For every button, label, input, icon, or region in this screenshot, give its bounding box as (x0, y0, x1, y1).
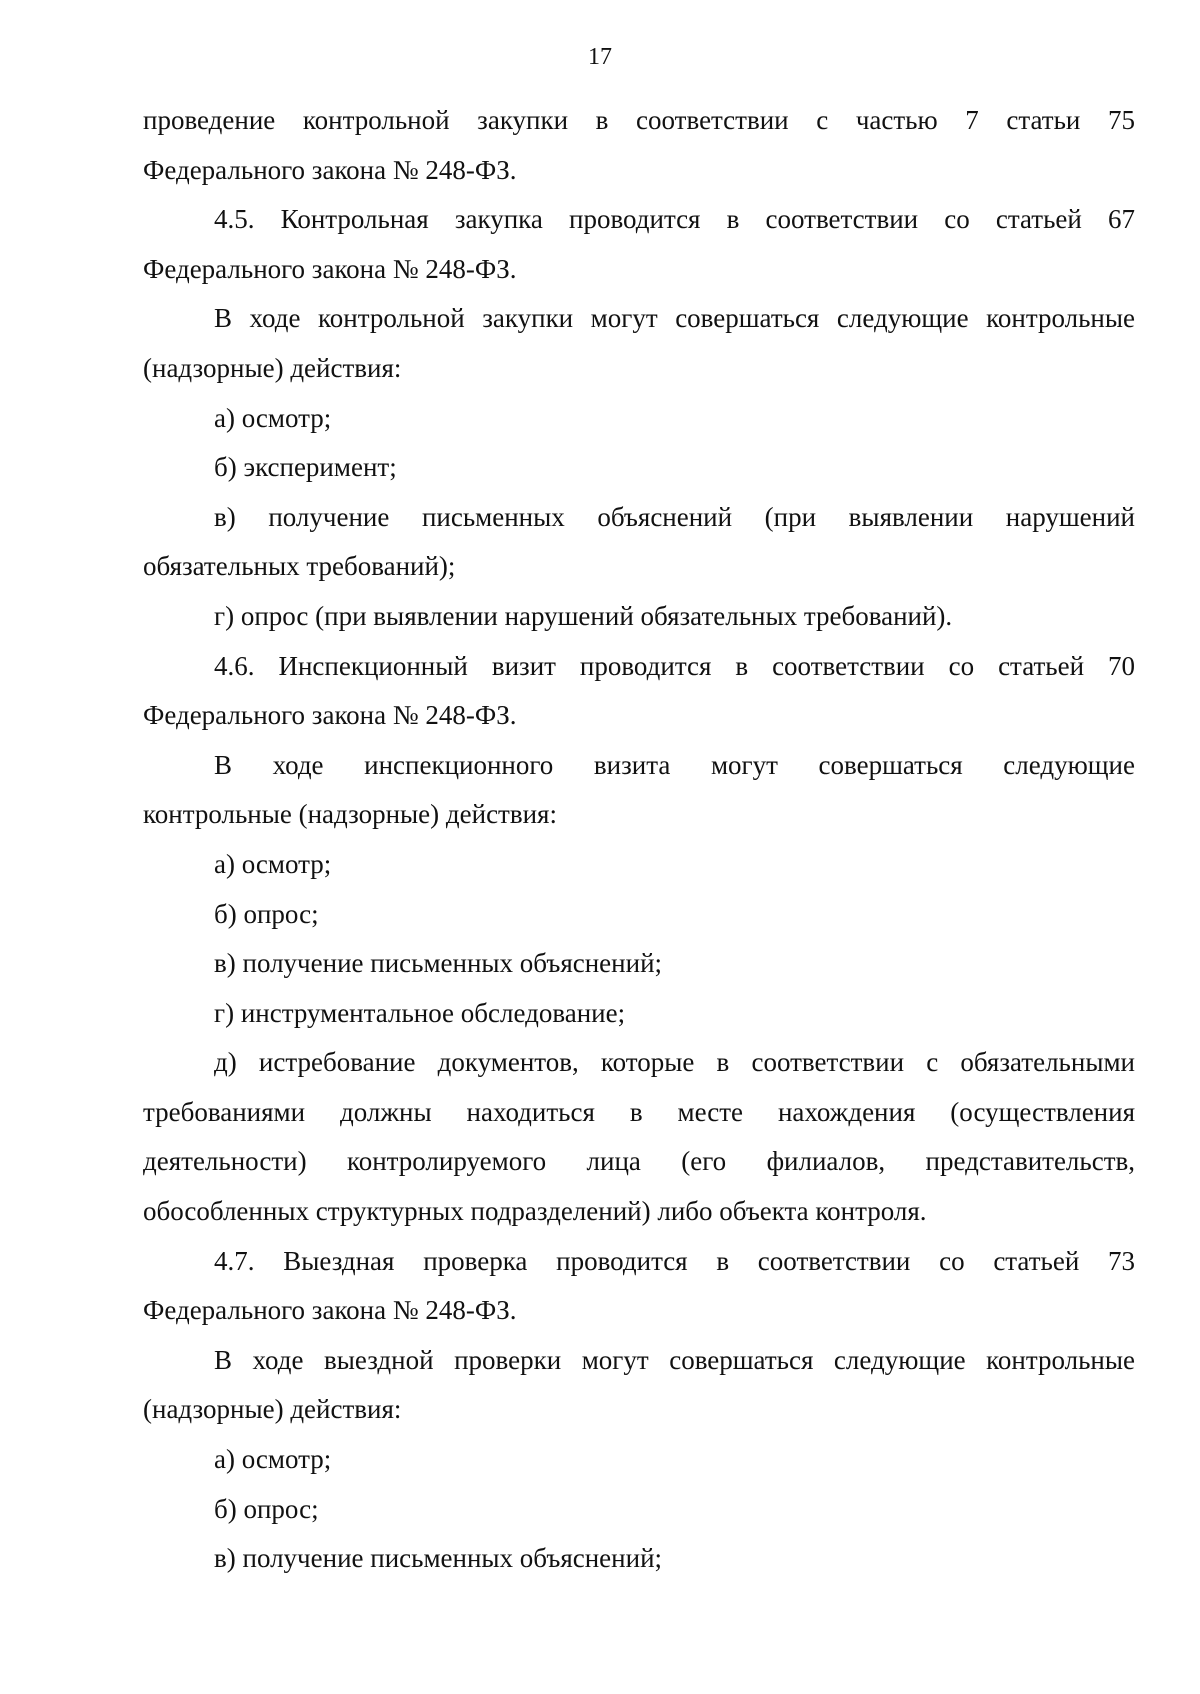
page-number: 17 (588, 44, 612, 70)
text-line: а) осмотр; (214, 1444, 332, 1475)
text-line: б) опрос; (214, 1493, 319, 1524)
text-line: обязательных требований); (143, 551, 456, 582)
text-line: б) эксперимент; (214, 452, 397, 483)
text-line: Федерального закона № 248-ФЗ. (143, 700, 517, 731)
text-line: деятельности) контролируемого лица (его филиалов, представительств, (143, 1146, 1135, 1177)
text-line: Федерального закона № 248-ФЗ. (143, 1295, 517, 1326)
text-line: 4.6. Инспекционный визит проводится в соответствии со статьей 70 (214, 650, 1135, 681)
text-line: г) опрос (при выявлении нарушений обязательных требований). (214, 600, 953, 631)
text-line: (надзорные) действия: (143, 1394, 402, 1425)
text-line: обособленных структурных подразделений) либо объекта контроля. (143, 1196, 927, 1227)
text-line: Федерального закона № 248-ФЗ. (143, 154, 517, 185)
text-line: требованиями должны находиться в месте нахождения (осуществления (143, 1096, 1135, 1127)
text-line: г) инструментальное обследование; (214, 997, 626, 1028)
text-line: в) получение письменных объяснений (при выявлении нарушений (214, 501, 1135, 532)
text-line: Федерального закона № 248-ФЗ. (143, 253, 517, 284)
text-line: б) опрос; (214, 898, 319, 929)
text-line: В ходе контрольной закупки могут совершаться следующие контрольные (214, 303, 1135, 334)
text-line: а) осмотр; (214, 402, 332, 433)
text-line: в) получение письменных объяснений; (214, 1543, 663, 1574)
document-body (143, 96, 1135, 1584)
text-line: в) получение письменных объяснений; (214, 948, 663, 979)
text-line: В ходе инспекционного визита могут совершаться следующие (214, 749, 1135, 780)
text-line: а) осмотр; (214, 848, 332, 879)
text-line: проведение контрольной закупки в соответствии с частью 7 статьи 75 (143, 105, 1135, 135)
text-line: д) истребование документов, которые в соответствии с обязательными (214, 1047, 1135, 1078)
text-line: (надзорные) действия: (143, 352, 402, 383)
text-line: 4.7. Выездная проверка проводится в соответствии со статьей 73 (214, 1245, 1135, 1276)
text-line: контрольные (надзорные) действия: (143, 799, 557, 830)
text-line: 4.5. Контрольная закупка проводится в соответствии со статьей 67 (214, 204, 1135, 235)
text-line: В ходе выездной проверки могут совершаться следующие контрольные (214, 1344, 1135, 1375)
